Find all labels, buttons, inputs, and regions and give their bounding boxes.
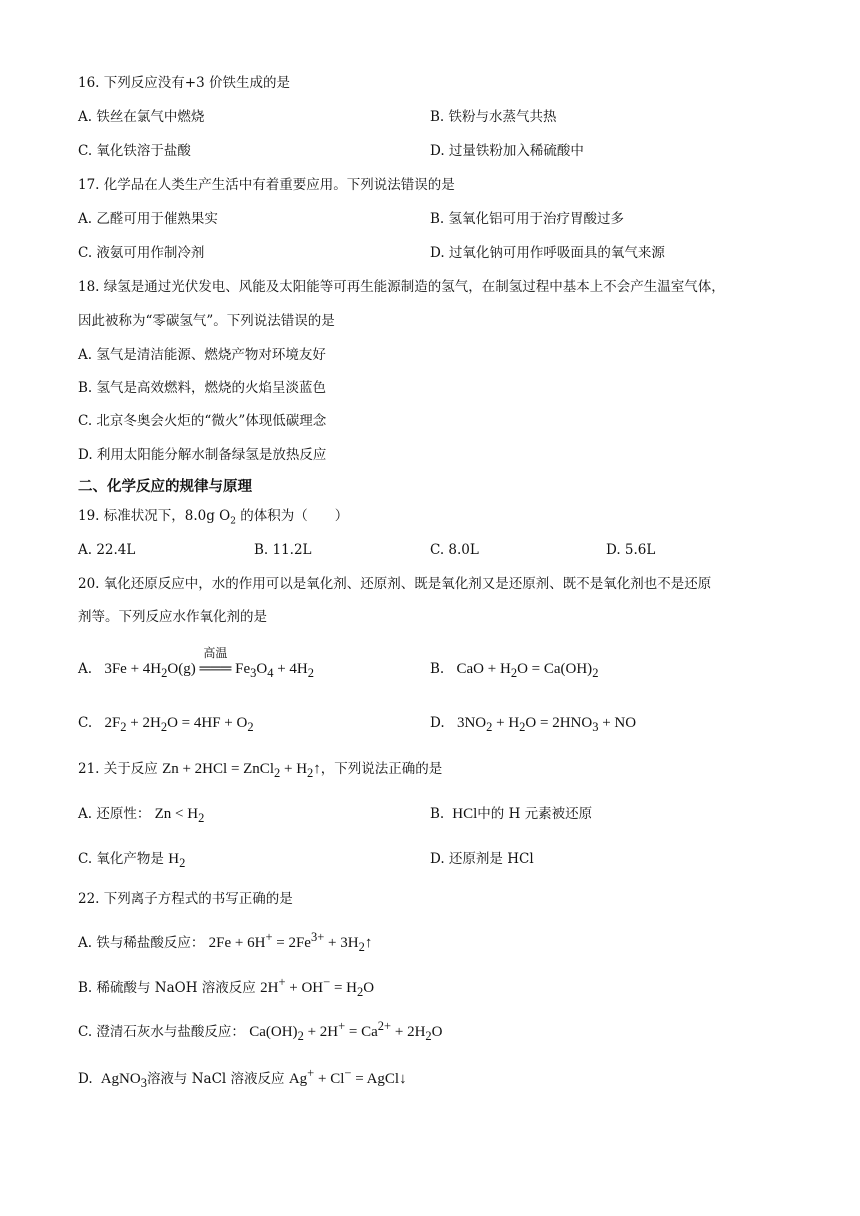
q21-option-b: [430, 805, 592, 823]
q22-option-b-label: B. 稀硫酸与 NaOH 溶液反应: [78, 980, 256, 996]
q17-option-c: C. 液氨可用作制冷剂: [78, 245, 205, 261]
q21-stem-suffix: ，下列说法正确的是: [320, 761, 443, 777]
q22-option-c-equation: $Ca(OH)_2 + 2H^+ = Ca^{2+} + 2H_2O$: [249, 1019, 443, 1043]
question-18-stem-line2: 因此被称为“零碳氢气”。下列说法错误的是: [78, 313, 335, 329]
q21-option-b-text: 中的 H 元素被还原: [477, 806, 593, 822]
q20-option-b: [430, 660, 598, 682]
q16-option-b: B. 铁粉与水蒸气共热: [430, 109, 557, 125]
q20-option-d-label: D.: [430, 715, 445, 731]
reaction-condition: 高温 ═══: [195, 646, 236, 677]
q20-option-b-equation: CaO + $H_2O = Ca(OH)_2$: [456, 661, 599, 680]
q20-option-d: [430, 714, 636, 736]
q21-option-b-label: B.: [430, 806, 445, 822]
section-heading: 二、化学反应的规律与原理: [78, 479, 252, 495]
q17-option-a: A. 乙醛可用于催熟果实: [78, 211, 218, 227]
q20-option-a-label: A.: [78, 661, 93, 677]
q20-option-b-label: B.: [430, 661, 445, 677]
q21-option-c-label: C. 氧化产物是: [78, 851, 164, 867]
q20-option-d-equation: $3NO_2 + H_2O = 2HNO_3$ + NO: [456, 715, 637, 734]
q20-option-c-equation: $2F_2 + 2H_2O = 4HF + O_2$: [104, 715, 254, 734]
q20-option-a-equation: $3Fe + 4H_2O(g)$ 高温 ═══ $Fe_3O_4 + 4H_2$: [104, 646, 314, 680]
q19-option-c: C. 8.0L: [430, 542, 479, 558]
q19-option-a: A. 22.4L: [78, 542, 136, 558]
q22-option-d: [78, 1064, 407, 1092]
q19-option-d: D. 5.6L: [606, 542, 656, 558]
question-18-stem-line1: 18. 绿氢是通过光伏发电、风能及太阳能等可再生能源制造的氢气，在制氢过程中基本上不会产生温室气体，: [78, 279, 725, 295]
q21-option-a-expr: $Zn < H_2$: [154, 806, 205, 825]
q22-option-b-equation: $2H^+ + OH^- = H_2O$: [260, 975, 375, 999]
q22-option-d-equation: Ag+ + Cl− = AgCl↓: [288, 1066, 407, 1087]
q18-option-c: C. 北京冬奥会火炬的“微火”体现低碳理念: [78, 413, 327, 429]
q19-stem-prefix: 19. 标准状况下，8.0g O: [78, 508, 231, 524]
q16-option-a: A. 铁丝在氯气中燃烧: [78, 109, 205, 125]
q21-option-b-hcl: HCl: [448, 806, 478, 822]
q22-option-d-agno3: AgNO$_3$: [96, 1071, 147, 1090]
q20-option-c-label: C.: [78, 715, 93, 731]
question-21-stem: [78, 760, 442, 782]
q22-option-a-equation: $2Fe + 6H^+ = 2Fe^{3+}$ + $3H_2↑$: [208, 930, 373, 954]
q22-option-c-label: C. 澄清石灰水与盐酸反应：: [78, 1024, 245, 1040]
q18-option-b: B. 氢气是高效燃料，燃烧的火焰呈淡蓝色: [78, 380, 327, 396]
q22-option-d-label: D.: [78, 1071, 93, 1087]
q21-option-a: [78, 805, 204, 827]
q22-option-a: [78, 928, 372, 956]
q22-option-a-label: A. 铁与稀盐酸反应：: [78, 935, 205, 951]
q20-option-c: [78, 714, 254, 736]
q17-option-b: B. 氢氧化铝可用于治疗胃酸过多: [430, 211, 625, 227]
q16-option-d: D. 过量铁粉加入稀硫酸中: [430, 143, 584, 159]
q21-equation: Zn + 2HCl = ZnCl$_2$ + $H_2↑$: [162, 761, 321, 780]
q21-option-a-label: A. 还原性：: [78, 806, 151, 822]
question-16-stem: 16. 下列反应没有+3 价铁生成的是: [78, 75, 290, 91]
q21-option-c-expr: $H_2$: [168, 851, 186, 870]
q21-option-d: D. 还原剂是 HCl: [430, 851, 534, 867]
question-17-stem: 17. 化学品在人类生产生活中有着重要应用。下列说法错误的是: [78, 177, 455, 193]
q22-option-d-text: 溶液与 NaCl 溶液反应: [146, 1071, 285, 1087]
q22-option-b: [78, 973, 374, 1001]
question-19-stem: 19. 标准状况下，8.0g $O_2$ 的体积为（ ）: [78, 508, 349, 527]
q22-option-c: [78, 1017, 443, 1045]
question-20-stem-line1: 20. 氧化还原反应中，水的作用可以是氧化剂、还原剂、既是氧化剂又是还原剂、既不是氧化剂也不是还原: [78, 576, 712, 592]
q16-option-c: C. 氧化铁溶于盐酸: [78, 143, 191, 159]
question-22-stem: 22. 下列离子方程式的书写正确的是: [78, 891, 293, 907]
q19-stem-suffix: 的体积为（ ）: [240, 508, 349, 524]
q17-option-d: D. 过氧化钠可用作呼吸面具的氧气来源: [430, 245, 665, 261]
reaction-condition-text: 高温: [203, 646, 228, 660]
q21-stem-prefix: 21. 关于反应: [78, 761, 158, 777]
q21-option-c: [78, 850, 185, 872]
q18-option-a: A. 氢气是清洁能源、燃烧产物对环境友好: [78, 347, 326, 363]
question-20-stem-line2: 剂等。下列反应水作氧化剂的是: [78, 609, 267, 625]
q19-option-b: B. 11.2L: [254, 542, 312, 558]
q20-option-a: [78, 646, 314, 682]
q18-option-d: D. 利用太阳能分解水制备绿氢是放热反应: [78, 447, 327, 463]
